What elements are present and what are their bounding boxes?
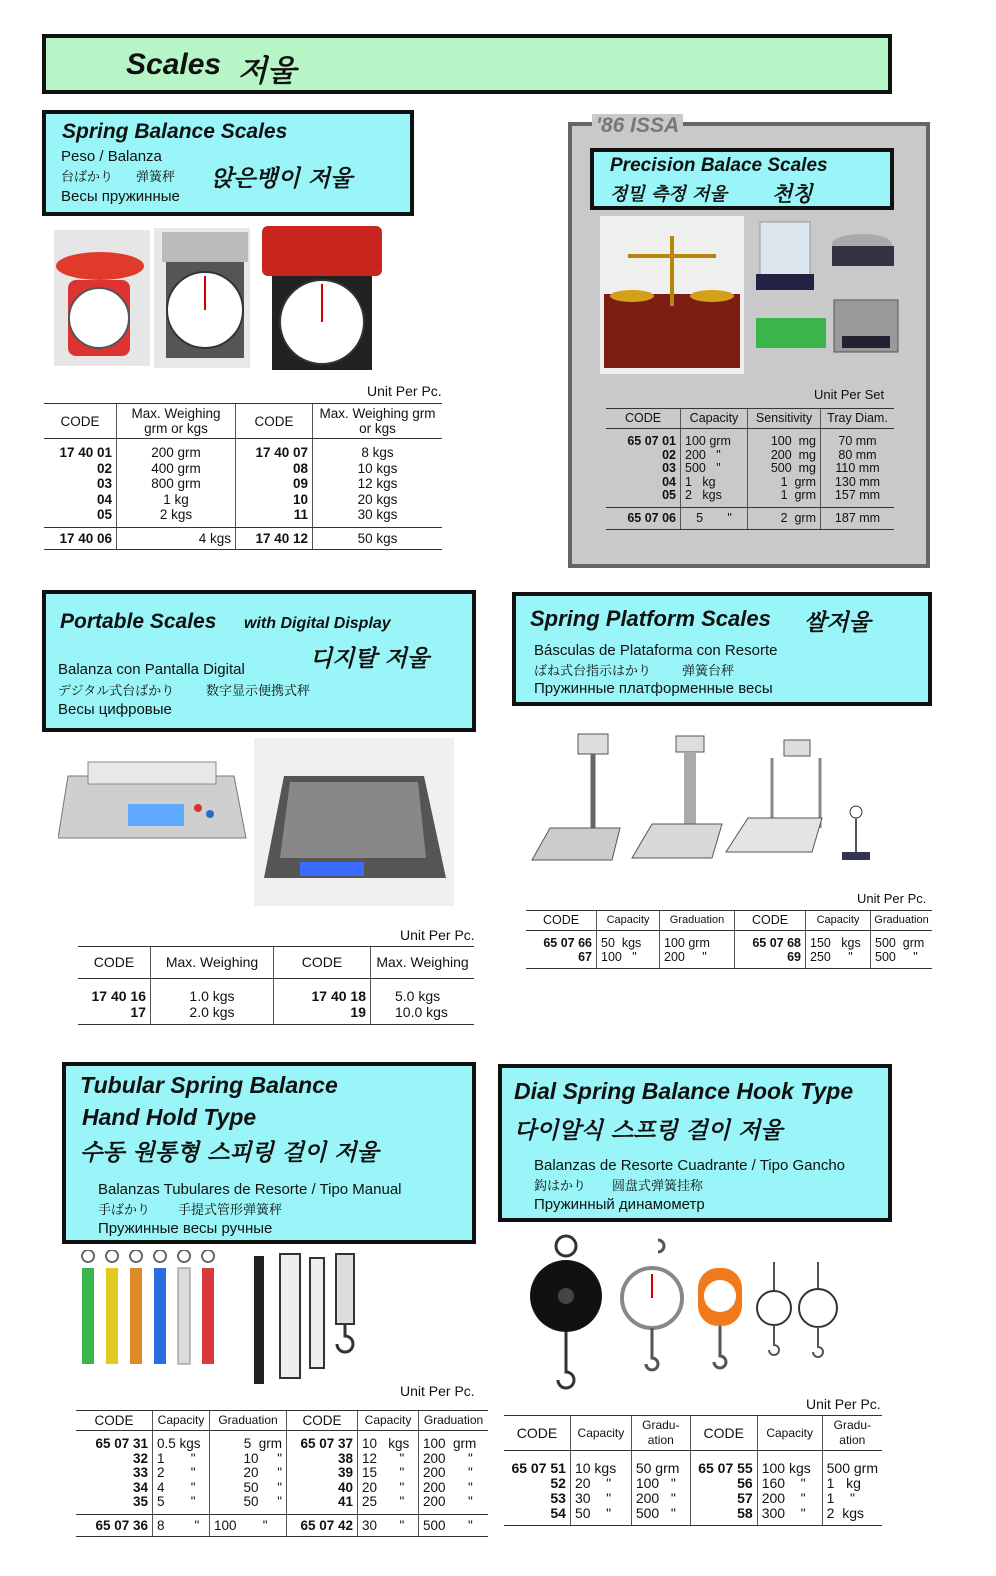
value-cell: 4 kgs — [117, 527, 236, 550]
portable-es: Balanza con Pantalla Digital — [58, 661, 245, 678]
table-header: CODE — [735, 911, 806, 931]
precision-title: Precision Balace Scales — [610, 155, 828, 176]
value-cell: 100 mg 200 mg 500 mg 1 grm 1 grm — [748, 429, 821, 508]
value-cell: 500 grm 500 " — [871, 931, 933, 969]
tubular-title-ko: 수동 원통형 스피링 걸이 저울 — [80, 1140, 379, 1166]
table-header: Max. Weighing — [371, 947, 475, 979]
spring-balance-title-ko: 앉은뱅이 저울 — [211, 166, 353, 192]
value-cell: 100 " — [210, 1514, 287, 1537]
value-cell: 50 kgs — [313, 527, 443, 550]
dial-photo — [528, 1232, 848, 1398]
table-header: CODE — [274, 947, 371, 979]
code-cell: 17 40 07 08 09 10 11 — [236, 439, 313, 528]
value-cell: 100 grm 200 " 200 " 200 " 200 " — [419, 1431, 489, 1515]
code-cell: 65 07 01 02 03 04 05 — [606, 429, 681, 508]
platform-title-ko: 쌀저울 — [804, 610, 871, 636]
value-cell: 5 " — [681, 507, 748, 530]
spring-balance-es: Peso / Balanza — [61, 148, 162, 165]
code-cell: 17 40 18 19 — [274, 979, 371, 1025]
value-cell: 70 mm 80 mm 110 mm 130 mm 157 mm — [821, 429, 895, 508]
tubular-title-box — [62, 1062, 476, 1244]
platform-unit: Unit Per Pc. — [857, 891, 927, 906]
portable-title: Portable Scales — [60, 610, 217, 633]
value-cell: 10 kgs 20 " 30 " 50 " — [570, 1451, 631, 1526]
platform-photo — [526, 728, 876, 880]
portable-table — [78, 946, 474, 1025]
page-title-ko: 저울 — [238, 54, 296, 89]
platform-title-box — [512, 592, 932, 706]
value-cell: 0.5 kgs 1 " 2 " 4 " 5 " — [153, 1431, 210, 1515]
spring-balance-jp: 台ばかり — [61, 169, 114, 184]
table-header: Max. Weighing grm or kgs — [117, 404, 236, 439]
tubular-title-2: Hand Hold Type — [82, 1104, 257, 1130]
tubular-title-1: Tubular Spring Balance — [80, 1072, 338, 1098]
tubular-photo — [76, 1250, 366, 1390]
code-cell: 17 40 16 17 — [78, 979, 151, 1025]
value-cell: 187 mm — [821, 507, 895, 530]
code-cell: 65 07 68 69 — [735, 931, 806, 969]
dial-title-ko: 다이알식 스프링 걸이 저울 — [514, 1118, 783, 1144]
tubular-unit: Unit Per Pc. — [400, 1383, 475, 1399]
dial-title: Dial Spring Balance Hook Type — [514, 1078, 854, 1104]
portable-jp: デジタル式台ばかり — [58, 683, 175, 698]
table-header: CODE — [526, 911, 597, 931]
code-cell: 65 07 36 — [76, 1514, 153, 1537]
value-cell: 8 " — [153, 1514, 210, 1537]
table-header: Tray Diam. — [821, 409, 895, 429]
spring-balance-ru: Весы пружинные — [61, 188, 180, 205]
value-cell: 500 " — [419, 1514, 489, 1537]
code-cell: 17 40 06 — [44, 527, 117, 550]
portable-title-sub: with Digital Display — [244, 615, 391, 632]
platform-table — [526, 910, 932, 969]
page-header-banner — [42, 34, 892, 94]
page-title: Scales — [126, 48, 222, 81]
platform-jp: ばね式台指示はかり — [534, 663, 652, 678]
table-header: Capacity — [358, 1411, 419, 1431]
platform-es: Básculas de Plataforma con Resorte — [534, 642, 778, 659]
value-cell: 150 kgs 250 " — [806, 931, 871, 969]
portable-title-ko: 디지탈 저울 — [310, 646, 430, 672]
code-cell: 65 07 66 67 — [526, 931, 597, 969]
tubular-es: Balanzas Tubulares de Resorte / Tipo Manual — [98, 1181, 402, 1198]
dial-table — [504, 1415, 882, 1526]
code-cell: 17 40 12 — [236, 527, 313, 550]
portable-photo — [58, 738, 458, 908]
table-header: CODE — [76, 1411, 153, 1431]
dial-title-box — [498, 1064, 892, 1222]
table-header: Capacity — [597, 911, 660, 931]
table-header: CODE — [236, 404, 313, 439]
platform-cn: 弹簧台秤 — [682, 663, 735, 678]
dial-cn: 圆盘式弹簧挂称 — [612, 1178, 704, 1193]
tubular-jp: 手ばかり — [98, 1202, 151, 1217]
table-header: CODE — [690, 1416, 757, 1451]
portable-ru: Весы цифровые — [58, 701, 172, 718]
code-cell: 65 07 42 — [287, 1514, 358, 1537]
table-header: CODE — [287, 1411, 358, 1431]
code-cell: 17 40 01 02 03 04 05 — [44, 439, 117, 528]
value-cell: 50 kgs 100 " — [597, 931, 660, 969]
table-header: Graduation — [660, 911, 735, 931]
value-cell: 5 grm 10 " 20 " 50 " 50 " — [210, 1431, 287, 1515]
platform-ru: Пружинные платформенные весы — [534, 680, 773, 697]
table-header: Capacity — [757, 1416, 822, 1451]
dial-ru: Пружинный динамометр — [534, 1196, 705, 1213]
precision-title-ko: 정밀 측정 저울 — [610, 184, 727, 205]
table-header: CODE — [606, 409, 681, 429]
table-header: Gradu-ation — [822, 1416, 882, 1451]
precision-title-box — [590, 148, 894, 210]
tubular-ru: Пружинные весы ручные — [98, 1220, 273, 1237]
spring-balance-photo — [54, 222, 390, 372]
precision-title-ko2: 천칭 — [772, 182, 813, 206]
precision-photo — [600, 216, 904, 376]
precision-table — [606, 408, 894, 530]
code-cell: 65 07 37 38 39 40 41 — [287, 1431, 358, 1515]
table-header: Graduation — [210, 1411, 287, 1431]
code-cell: 65 07 51 52 53 54 — [504, 1451, 570, 1526]
spring-balance-cn: 弹簧秤 — [136, 169, 176, 184]
value-cell: 100 grm 200 " 500 " 1 kg 2 kgs — [681, 429, 748, 508]
value-cell: 100 kgs 160 " 200 " 300 " — [757, 1451, 822, 1526]
table-header: Graduation — [871, 911, 933, 931]
table-header: Max. Weighing — [151, 947, 274, 979]
value-cell: 8 kgs 10 kgs 12 kgs 20 kgs 30 kgs — [313, 439, 443, 528]
table-header: Capacity — [806, 911, 871, 931]
value-cell: 5.0 kgs 10.0 kgs — [371, 979, 475, 1025]
portable-unit: Unit Per Pc. — [400, 927, 475, 943]
table-header: Graduation — [419, 1411, 489, 1431]
tubular-cn: 手提式管形弹簧秤 — [178, 1202, 283, 1217]
precision-frame-label: '86 ISSA — [592, 114, 683, 138]
value-cell: 10 kgs 12 " 15 " 20 " 25 " — [358, 1431, 419, 1515]
portable-cn: 数字显示便携式秤 — [206, 683, 311, 698]
table-header: Max. Weighing grm or kgs — [313, 404, 443, 439]
spring-balance-unit: Unit Per Pc. — [367, 383, 442, 399]
portable-title-box — [42, 590, 476, 732]
value-cell: 50 grm 100 " 200 " 500 " — [631, 1451, 690, 1526]
tubular-table — [76, 1410, 488, 1537]
value-cell: 30 " — [358, 1514, 419, 1537]
dial-es: Balanzas de Resorte Cuadrante / Tipo Gancho — [534, 1157, 846, 1174]
table-header: CODE — [78, 947, 151, 979]
spring-balance-table — [44, 403, 442, 550]
table-header: Sensitivity — [748, 409, 821, 429]
value-cell: 1.0 kgs 2.0 kgs — [151, 979, 274, 1025]
value-cell: 200 grm 400 grm 800 grm 1 kg 2 kgs — [117, 439, 236, 528]
table-header: CODE — [504, 1416, 570, 1451]
platform-title: Spring Platform Scales — [530, 606, 771, 631]
value-cell: 2 grm — [748, 507, 821, 530]
code-cell: 65 07 55 56 57 58 — [690, 1451, 757, 1526]
precision-unit: Unit Per Set — [814, 387, 885, 402]
table-header: Capacity — [153, 1411, 210, 1431]
code-cell: 65 07 31 32 33 34 35 — [76, 1431, 153, 1515]
dial-jp: 鈎はかり — [534, 1178, 587, 1193]
table-header: Gradu-ation — [631, 1416, 690, 1451]
code-cell: 65 07 06 — [606, 507, 681, 530]
table-header: CODE — [44, 404, 117, 439]
spring-balance-title: Spring Balance Scales — [62, 120, 288, 143]
dial-unit: Unit Per Pc. — [806, 1396, 881, 1412]
spring-balance-title-box — [42, 110, 414, 216]
value-cell: 100 grm 200 " — [660, 931, 735, 969]
value-cell: 500 grm 1 kg 1 " 2 kgs — [822, 1451, 882, 1526]
table-header: Capacity — [681, 409, 748, 429]
table-header: Capacity — [570, 1416, 631, 1451]
